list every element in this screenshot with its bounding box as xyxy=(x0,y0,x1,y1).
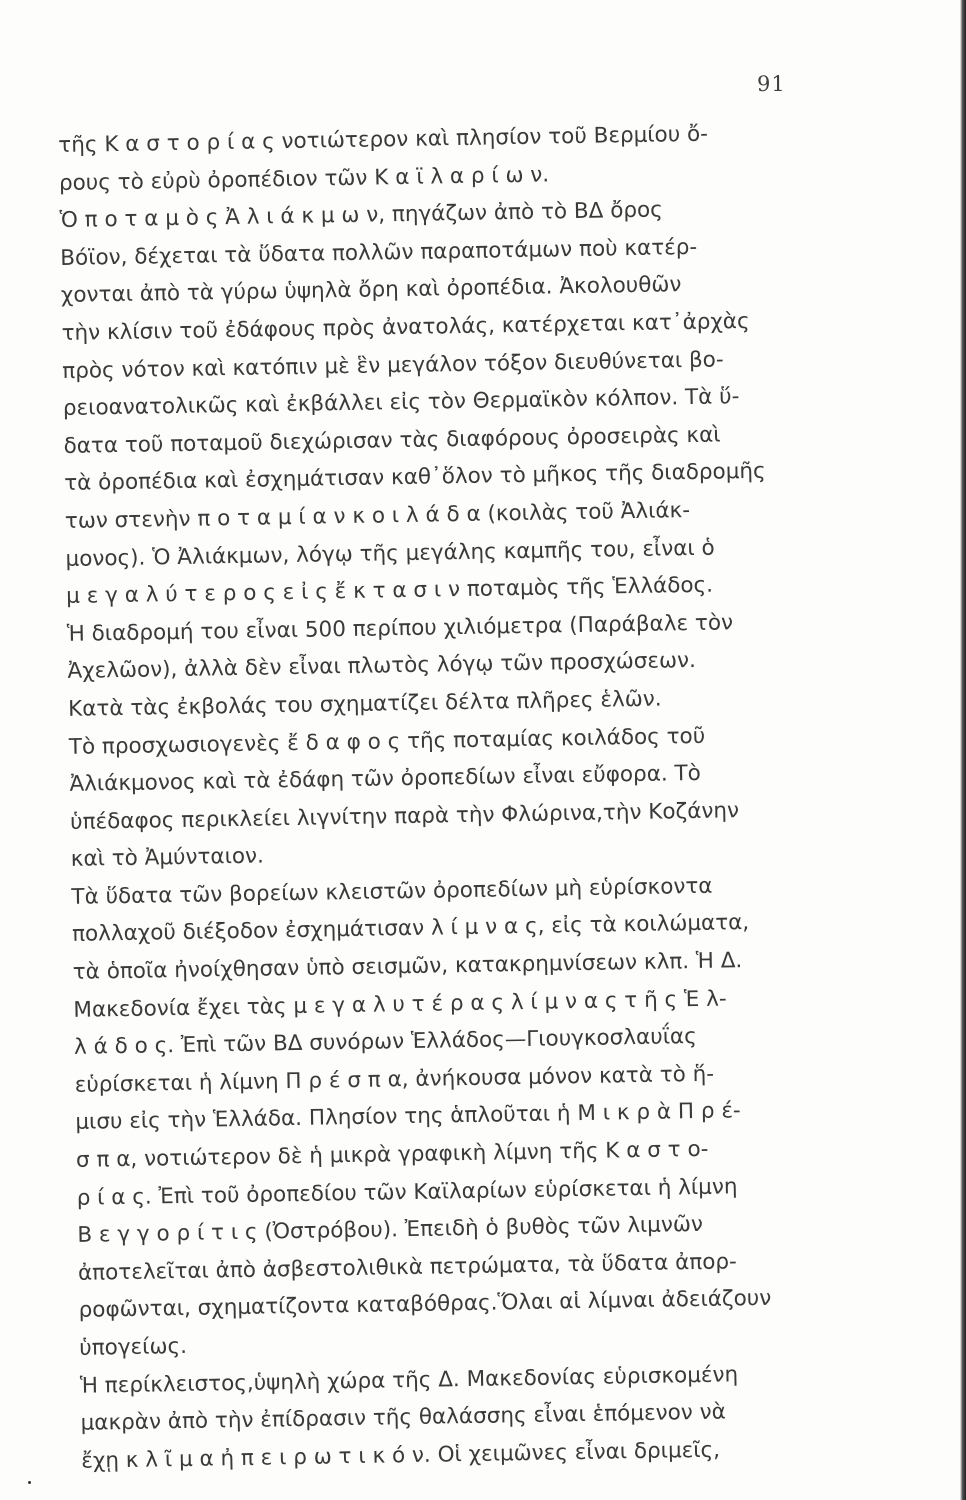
text-line: χονται ἀπὸ τὰ γύρω ὑψηλὰ ὄρη καὶ ὀροπέδια. Ἀκολουθῶν xyxy=(60,272,682,309)
page-number: 91 xyxy=(757,72,786,96)
text-line: ἀποτελεῖται ἀπὸ ἀσβεστολιθικὰ πετρώματα, τὰ ὕδατα ἀπορ- xyxy=(77,1249,738,1286)
text-line: ρους τὸ εὐρὺ ὀροπέδιον τῶν Κ α ϊ λ α ρ ί ω ν. xyxy=(58,162,550,196)
text-line: Ἀλιάκμονος καὶ τὰ ἐδάφη τῶν ὀροπεδίων εἶναι εὔφορα. Τὸ xyxy=(69,760,702,797)
text-line: πολλαχοῦ διέξοδον ἐσχημάτισαν λ ί μ ν α ς, εἰς τὰ κοιλώματα, xyxy=(71,910,750,948)
text-line: σ π α, νοτιώτερον δὲ ἡ μικρὰ γραφικὴ λίμνη τῆς Κ α σ τ ο- xyxy=(75,1136,709,1173)
text-line: Ἡ διαδρομή του εἶναι 500 περίπου χιλιόμετρα (Παράβαλε τὸν xyxy=(66,610,734,647)
text-line: τῆς Κ α σ τ ο ρ ί α ς νοτιώτερον καὶ πλησίον τοῦ Βερμίου ὄ- xyxy=(58,121,709,158)
text-line: καὶ τὸ Ἀμύνταιον. xyxy=(70,843,265,873)
text-line: πρὸς νότον καὶ κατόπιν μὲ ἓν μεγάλον τόξον διευθύνεται βο- xyxy=(62,346,724,384)
text-line: τὰ ὀροπέδια καὶ ἐσχημάτισαν καθ᾽ὅλον τὸ μῆκος τῆς διαδρομῆς xyxy=(64,459,766,497)
text-line: μονος). Ὁ Ἀλιάκμων, λόγῳ τῆς μεγάλης καμπῆς του, εἶναι ὁ xyxy=(65,535,715,572)
text-line: ρ ί α ς. Ἐπὶ τοῦ ὀροπεδίου τῶν Καϊλαρίων εὑρίσκεται ἡ λίμνη xyxy=(76,1173,738,1211)
text-line: Ἀχελῶον), ἀλλὰ δὲν εἶναι πλωτὸς λόγῳ τῶν προσχώσεων. xyxy=(67,648,697,685)
text-line: των στενὴν π ο τ α μ ί α ν κ ο ι λ ά δ α (κοιλὰς τοῦ Ἀλιάκ- xyxy=(64,497,691,534)
text-line: Ὁ π ο τ α μ ὸ ς Ἀ λ ι ά κ μ ω ν, πηγάζων ἀπὸ τὸ ΒΔ ὄρος xyxy=(59,197,664,234)
text-line: μισυ εἰς τὴν Ἑλλάδα. Πλησίον της ἁπλοῦται ἡ Μ ι κ ρ ὰ Π ρ έ- xyxy=(75,1098,741,1136)
scan-edge-shadow xyxy=(960,0,966,1500)
text-line: Βόϊον, δέχεται τὰ ὕδατα πολλῶν παραποτάμων ποὺ κατέρ- xyxy=(60,234,698,271)
text-line: Κατὰ τὰς ἐκβολάς του σχηματίζει δέλτα πλῆρες ἑλῶν. xyxy=(67,686,662,722)
text-line: Τὰ ὕδατα τῶν βορείων κλειστῶν ὀροπεδίων μὴ εὑρίσκοντα xyxy=(71,873,713,910)
text-line: Τὸ προσχωσιογενὲς ἔ δ α φ ο ς τῆς ποταμίας κοιλάδος τοῦ xyxy=(68,723,706,760)
text-line: εὑρίσκεται ἡ λίμνη Π ρ έ σ π α, ἀνήκουσα μόνον κατὰ τὸ ἥ- xyxy=(74,1061,715,1098)
text-line: δατα τοῦ ποταμοῦ διεχώρισαν τὰς διαφόρους ὀροσειρὰς καὶ xyxy=(63,422,721,459)
text-line: τὴν κλίσιν τοῦ ἐδάφους πρὸς ἀνατολάς, κατέρχεται κατ᾽ἀρχὰς xyxy=(61,308,750,346)
text-line: τὰ ὁποῖα ἠνοίχθησαν ὑπὸ σεισμῶν, κατακρημνίσεων κλπ. Ἡ Δ. xyxy=(72,948,743,985)
text-line: ἔχῃ κ λ ῖ μ α ἠ π ε ι ρ ω τ ι κ ό ν. Οἱ χειμῶνες εἶναι δριμεῖς, xyxy=(81,1437,721,1474)
text-line: ὑπέδαφος περικλείει λιγνίτην παρὰ τὴν Φλώρινα,τὴν Κοζάνην xyxy=(69,797,740,835)
text-line: μακρὰν ἀπὸ τὴν ἐπίδρασιν τῆς θαλάσσης εἶναι ἑπόμενον νὰ xyxy=(80,1399,727,1436)
text-line: Ἡ περίκλειστος,ὑψηλὴ χώρα τῆς Δ. Μακεδονίας εὑρισκομένη xyxy=(79,1361,739,1399)
text-line: λ ά δ ο ς. Ἐπὶ τῶν ΒΔ συνόρων Ἑλλάδος—Γιουγκοσλαυΐας xyxy=(73,1024,697,1061)
body-text xyxy=(58,113,876,1480)
text-line: ροφῶνται, σχηματίζοντα καταβόθρας.Ὅλαι αἱ λίμναι ἀδειάζουν xyxy=(78,1286,772,1324)
scan-speck xyxy=(28,1481,31,1484)
text-line: μ ε γ α λ ύ τ ε ρ ο ς ε ἰ ς ἔ κ τ α σ ι ν ποταμὸς τῆς Ἑλλάδος. xyxy=(65,572,714,610)
text-line: Β ε γ γ ο ρ ί τ ι ς (Ὀστρόβου). Ἐπειδὴ ὁ βυθὸς τῶν λιμνῶν xyxy=(77,1212,704,1249)
text-line: ρειοανατολικῶς καὶ ἐκβάλλει εἰς τὸν Θερμαϊκὸν κόλπον. Τὰ ὕ- xyxy=(62,384,740,422)
text-line: ὑπογείως. xyxy=(79,1333,188,1361)
text-line: Μακεδονία ἔχει τὰς μ ε γ α λ υ τ έ ρ α ς λ ί μ ν α ς τ ῆ ς Ἑ λ- xyxy=(73,986,727,1023)
